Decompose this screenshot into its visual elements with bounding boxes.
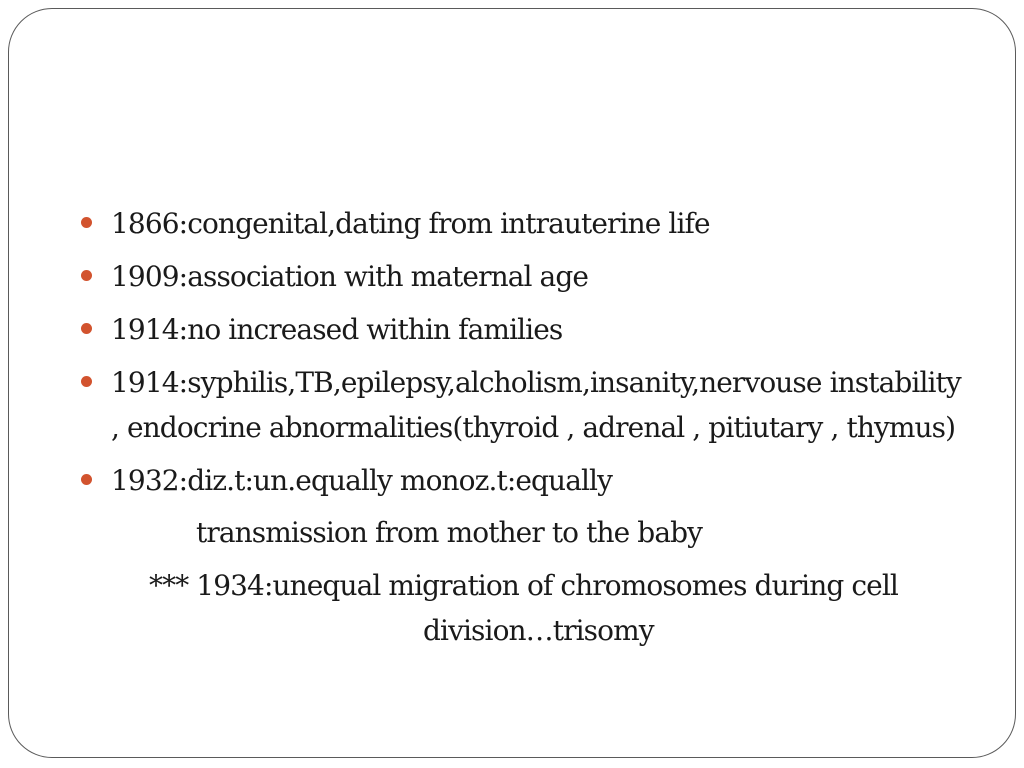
bullet-item	[111, 360, 991, 450]
bullet-item	[111, 307, 991, 352]
bullet-text-continuation: , endocrine abnormalities(thyroid , adrenal , pitiutary , thymus)	[111, 411, 956, 444]
bullet-text: 1909:association with maternal age	[111, 260, 589, 293]
bullet-item	[111, 254, 991, 299]
note-line-2: division…trisomy	[423, 614, 654, 647]
bullet-text: 1914:syphilis,TB,epilepsy,alcholism,insanity,nervouse instability	[111, 366, 961, 399]
transmission-line: transmission from mother to the baby	[196, 516, 703, 549]
bullet-item	[111, 201, 991, 246]
bullet-text: 1932:diz.t:un.equally monoz.t:equally	[111, 464, 613, 497]
bullet-text: 1866:congenital,dating from intrauterine life	[111, 207, 710, 240]
bullet-item	[111, 458, 991, 503]
bullet-dot-icon	[81, 376, 92, 387]
note-line-1: *** 1934:unequal migration of chromosomes during cell	[149, 569, 898, 602]
bullet-dot-icon	[81, 474, 92, 485]
bullet-dot-icon	[81, 323, 92, 334]
bullet-dot-icon	[81, 217, 92, 228]
bullet-dot-icon	[81, 270, 92, 281]
bullet-text: 1914:no increased within families	[111, 313, 563, 346]
